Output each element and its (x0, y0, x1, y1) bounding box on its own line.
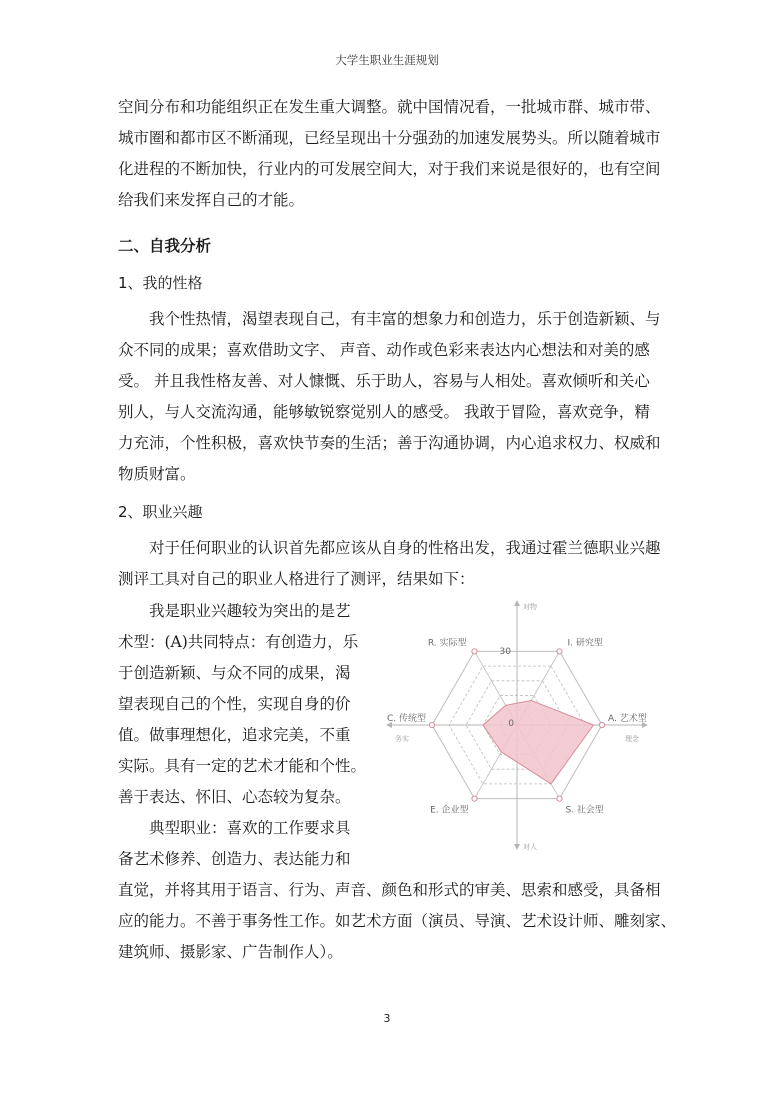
radar-category-label: S. 社会型 (565, 805, 604, 816)
section-heading: 二、自我分析 (118, 237, 212, 255)
radar-vertex-dot (429, 722, 434, 727)
radar-vertex-dot (472, 649, 477, 654)
radar-category-label: A. 艺术型 (608, 714, 647, 724)
text-line: 应的能力。不善于事务性工作。如艺术方面（演员、导演、艺术设计师、雕刻家、 (118, 912, 677, 930)
radar-vertex-dot (599, 722, 604, 727)
text-line: 我是职业兴趣较为突出的是艺 (149, 602, 351, 620)
radar-category-label: C. 传统型 (386, 714, 426, 724)
radar-vertex-dot (557, 649, 562, 654)
text-line: 备艺术修养、创造力、表达能力和 (118, 850, 351, 868)
axis-label-top: 对物 (523, 603, 537, 611)
radar-scale-max: 30 (499, 647, 511, 657)
text-line: 受。 并且我性格友善、对人慷慨、乐于助人，容易与人相处。喜欢倾听和关心 (118, 372, 650, 390)
axis-label-bottom: 对人 (523, 843, 537, 851)
text-line: 直觉，并将其用于语言、行为、声音、颜色和形式的审美、思索和感受，具备相 (118, 881, 661, 899)
text-line: 于创造新颖、与众不同的成果，渴 (118, 664, 351, 682)
text-line: 空间分布和功能组织正在发生重大调整。就中国情况看，一批城市群、城市带、 (118, 98, 661, 116)
radar-category-label: E. 企业型 (430, 805, 469, 816)
text-line: 望表现自己的个性，实现自身的价 (118, 695, 351, 713)
text-line: 测评工具对自己的职业人格进行了测评，结果如下： (118, 570, 475, 588)
intro-paragraph (118, 92, 661, 216)
text-line: 城市圈和都市区不断涌现，已经呈现出十分强劲的加速发展势头。所以随着城市 (118, 129, 661, 147)
running-header: 大学生职业生涯规划 (335, 53, 439, 67)
text-line: 物质财富。 (118, 465, 196, 483)
radar-data-polygon (483, 700, 594, 783)
text-line: 术型：(A)共同特点：有创造力，乐 (118, 633, 359, 651)
interest-intro-paragraph (118, 533, 661, 595)
text-line: 给我们来发挥自己的才能。 (118, 191, 305, 209)
text-line: 建筑师、摄影家、广告制作人）。 (118, 943, 343, 961)
holland-radar-chart (372, 598, 672, 858)
text-line: 众不同的成果；喜欢借助文字、 声音、动作或色彩来表达内心想法和对美的感 (118, 341, 650, 359)
axis-label-right: 理念 (625, 735, 639, 743)
text-line: 典型职业：喜欢的工作要求具 (149, 819, 351, 837)
radar-scale-min: 0 (508, 719, 514, 729)
radar-vertex-dot (472, 796, 477, 801)
text-line: 实际。具有一定的艺术才能和个性。 (118, 757, 367, 775)
text-line: 别人，与人交流沟通，能够敏锐察觉别人的感受。 我敢于冒险，喜欢竞争，精 (118, 403, 650, 421)
text-line: 我个性热情，渴望表现自己，有丰富的想象力和创造力，乐于创造新颖、与 (149, 310, 661, 328)
text-line: 力充沛，个性积极，喜欢快节奏的生活；善于沟通协调，内心追求权力、权威和 (118, 434, 661, 452)
radar-category-label: I. 研究型 (567, 638, 603, 649)
text-line: 对于任何职业的认识首先都应该从自身的性格出发，我通过霍兰德职业兴趣 (149, 539, 661, 557)
text-line: 善于表达、怀旧、心态较为复杂。 (118, 788, 351, 806)
page-number: 3 (383, 1012, 391, 1025)
subheading-interest: 2、职业兴趣 (118, 503, 203, 521)
artistic-paragraph (118, 596, 366, 813)
text-line: 值。做事理想化，追求完美，不重 (118, 726, 351, 744)
radar-vertex-dot (557, 796, 562, 801)
axis-label-left: 务实 (395, 735, 409, 743)
text-line: 化进程的不断加快，行业内的可发展空间大，对于我们来说是很好的，也有空间 (118, 160, 661, 178)
subheading-personality: 1、我的性格 (118, 274, 203, 292)
radar-category-label: R. 实际型 (427, 638, 467, 649)
personality-paragraph (118, 304, 661, 490)
